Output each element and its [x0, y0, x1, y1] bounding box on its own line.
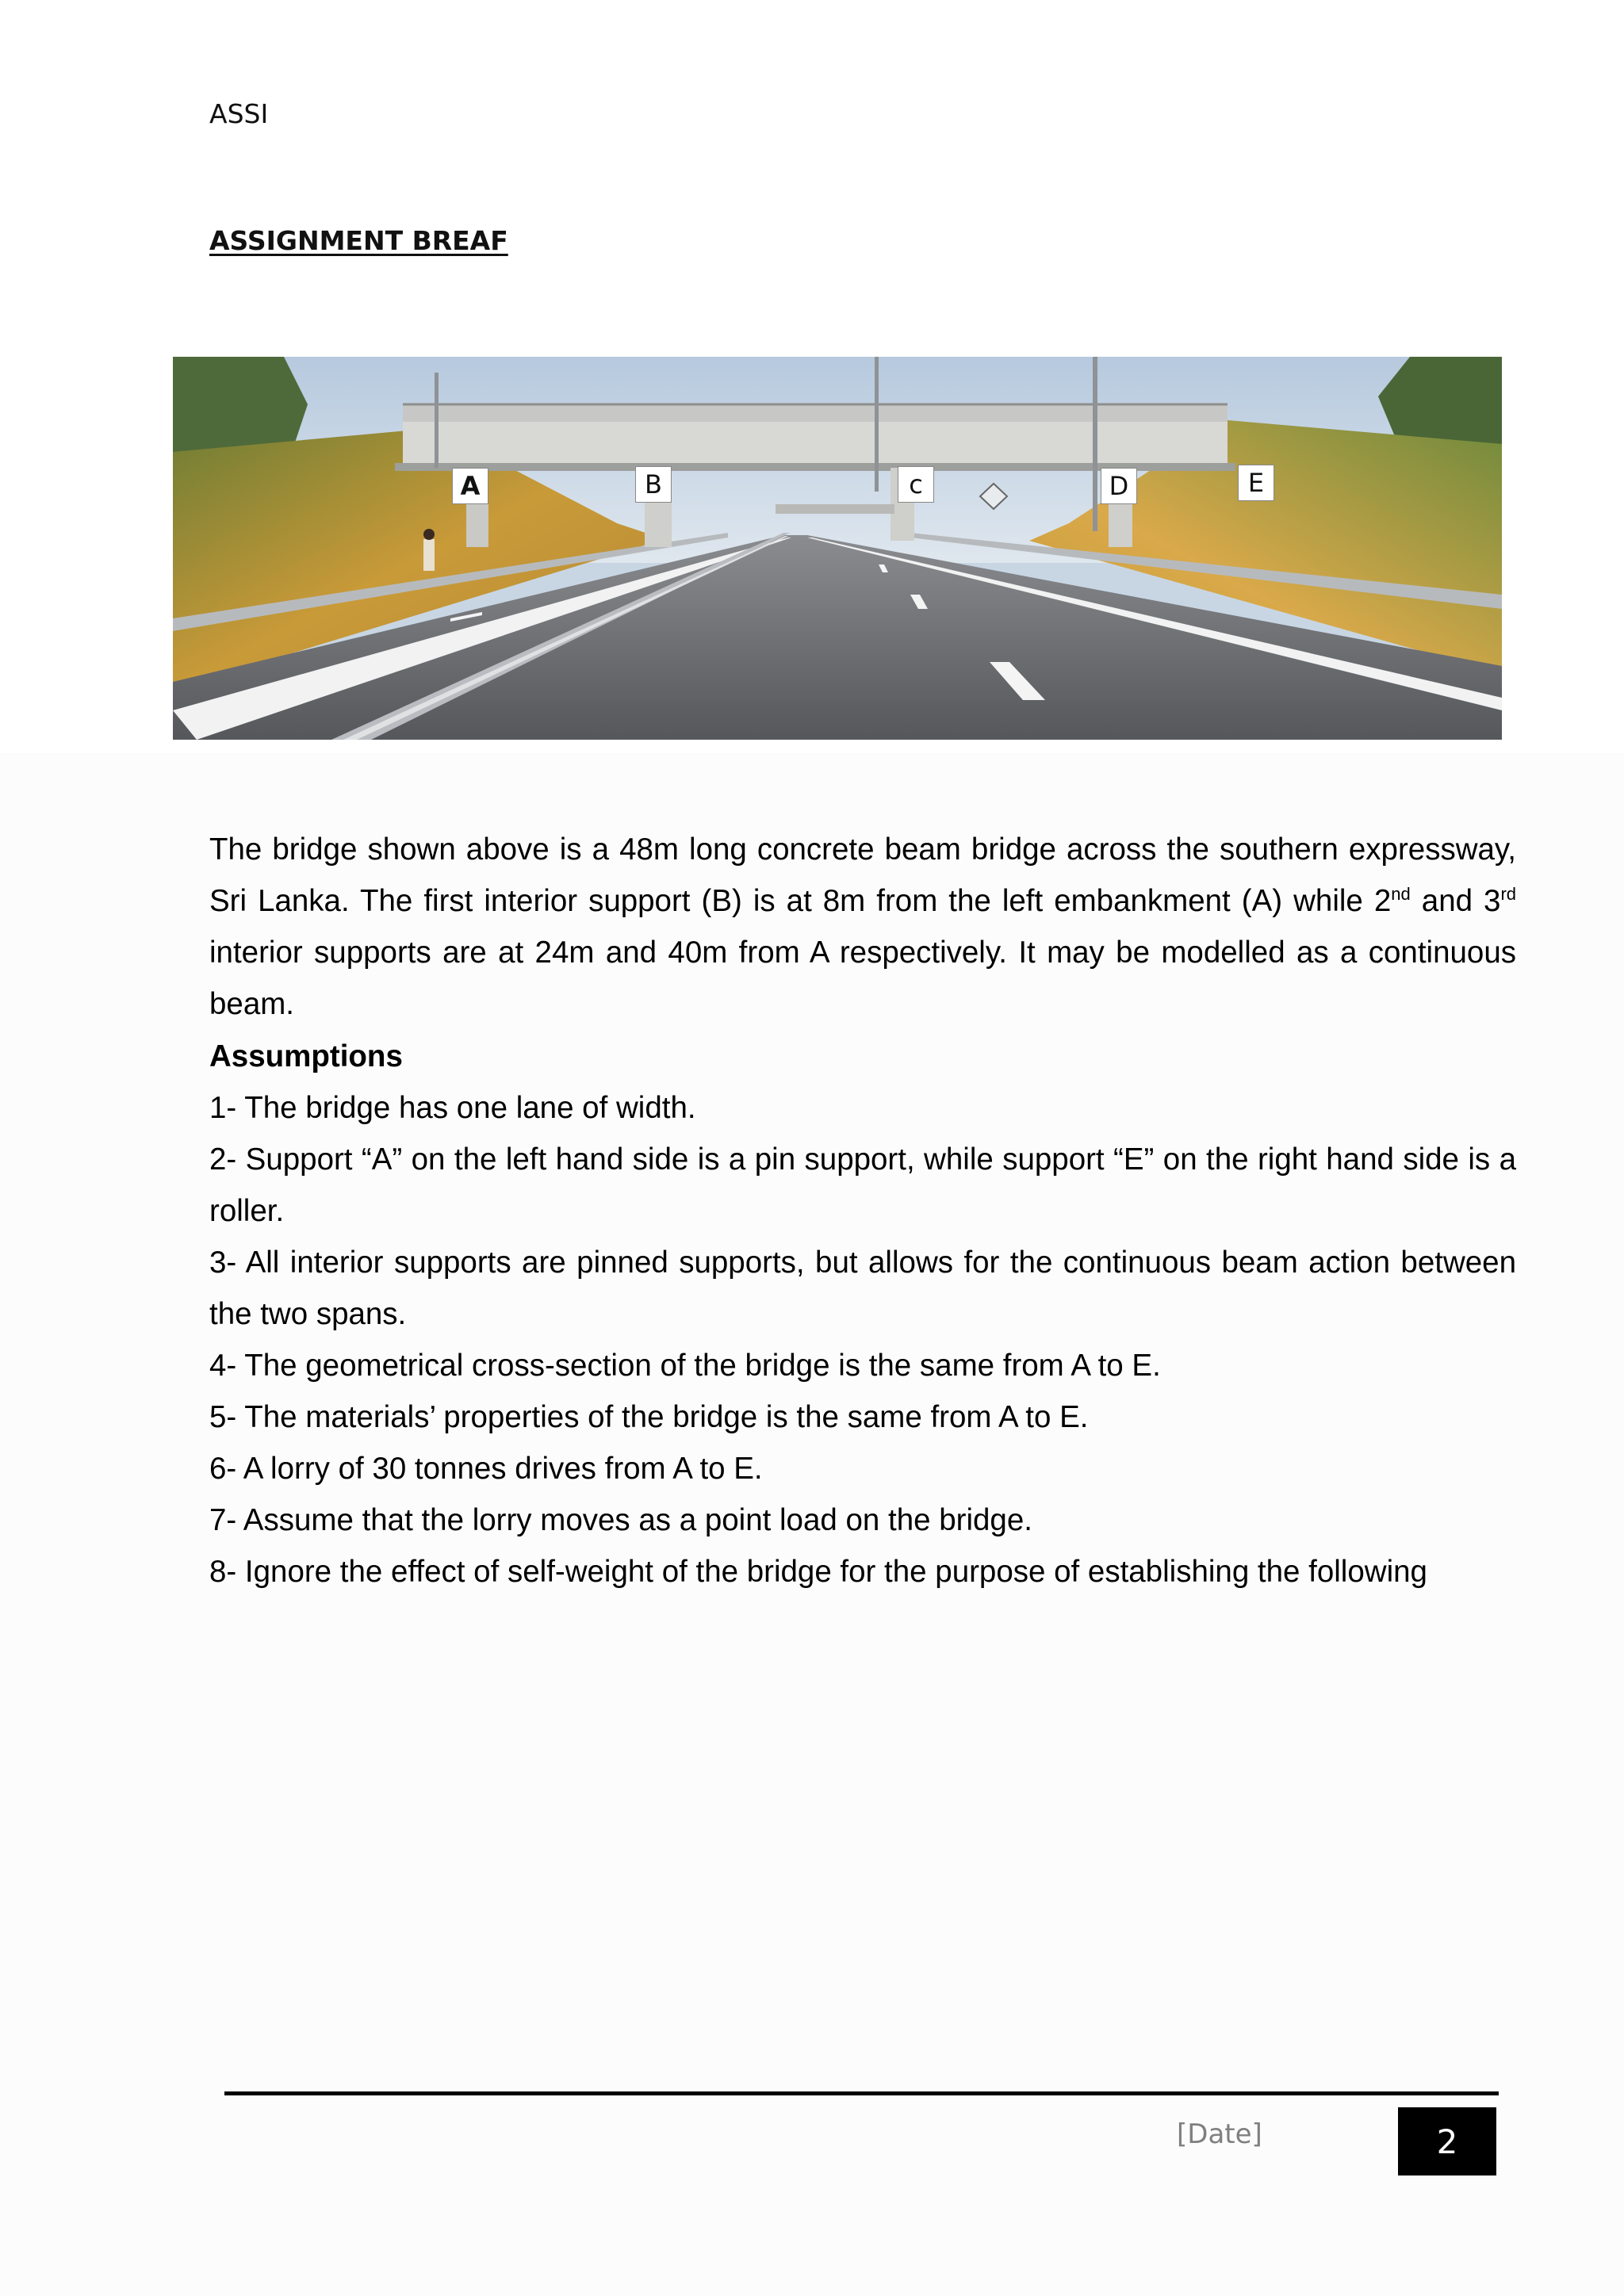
intro-text-1: The bridge shown above is a 48m long concrete beam bridge across the southern expressway, Sri Lanka. The first interior support (B) is at 8m from the left embankment (A) while 2 — [209, 832, 1516, 918]
support-label-b: B — [635, 466, 672, 503]
intro-text-3: interior supports are at 24m and 40m from A respectively. It may be modelled as a continuous beam. — [209, 936, 1516, 1021]
page-header: ASSI — [209, 98, 269, 129]
assumption-item: 8- Ignore the effect of self-weight of the bridge for the purpose of establishing the following — [209, 1555, 1427, 1589]
assumption-item: 7- Assume that the lorry moves as a point load on the bridge. — [209, 1503, 1032, 1537]
assumptions-heading: Assumptions — [209, 1039, 403, 1073]
assumption-item: 1- The bridge has one lane of width. — [209, 1091, 696, 1125]
assumption-item: 2- Support “A” on the left hand side is a pin support, while support “E” on the right hand side is a roller. — [209, 1142, 1516, 1228]
page-number-badge — [1398, 2107, 1496, 2175]
bridge-illustration — [173, 357, 1502, 740]
assumption-item: 6- A lorry of 30 tonnes drives from A to E. — [209, 1452, 763, 1486]
intro-text-2: and 3 — [1410, 884, 1501, 918]
support-label-e: E — [1238, 465, 1274, 501]
support-label-c: c — [898, 466, 934, 503]
support-label-d: D — [1101, 468, 1137, 504]
intro-paragraph — [209, 824, 1516, 1030]
bridge-photo — [173, 357, 1502, 740]
page-number: 2 — [1436, 2122, 1458, 2161]
support-label-a: A — [452, 468, 488, 504]
assumption-item: 3- All interior supports are pinned supports, but allows for the continuous beam action between the two spans. — [209, 1246, 1516, 1331]
intro-sup-rd: rd — [1500, 884, 1517, 905]
assumption-item: 4- The geometrical cross-section of the bridge is the same from A to E. — [209, 1349, 1161, 1383]
page-title: ASSIGNMENT BREAF — [209, 225, 508, 256]
intro-sup-nd: nd — [1391, 884, 1411, 905]
footer-date: [Date] — [1177, 2118, 1262, 2150]
intro-block — [209, 824, 1516, 1030]
footer-divider — [224, 2091, 1499, 2095]
assumption-item: 5- The materials’ properties of the bridge is the same from A to E. — [209, 1400, 1089, 1434]
assumptions-block — [209, 1031, 1516, 1598]
